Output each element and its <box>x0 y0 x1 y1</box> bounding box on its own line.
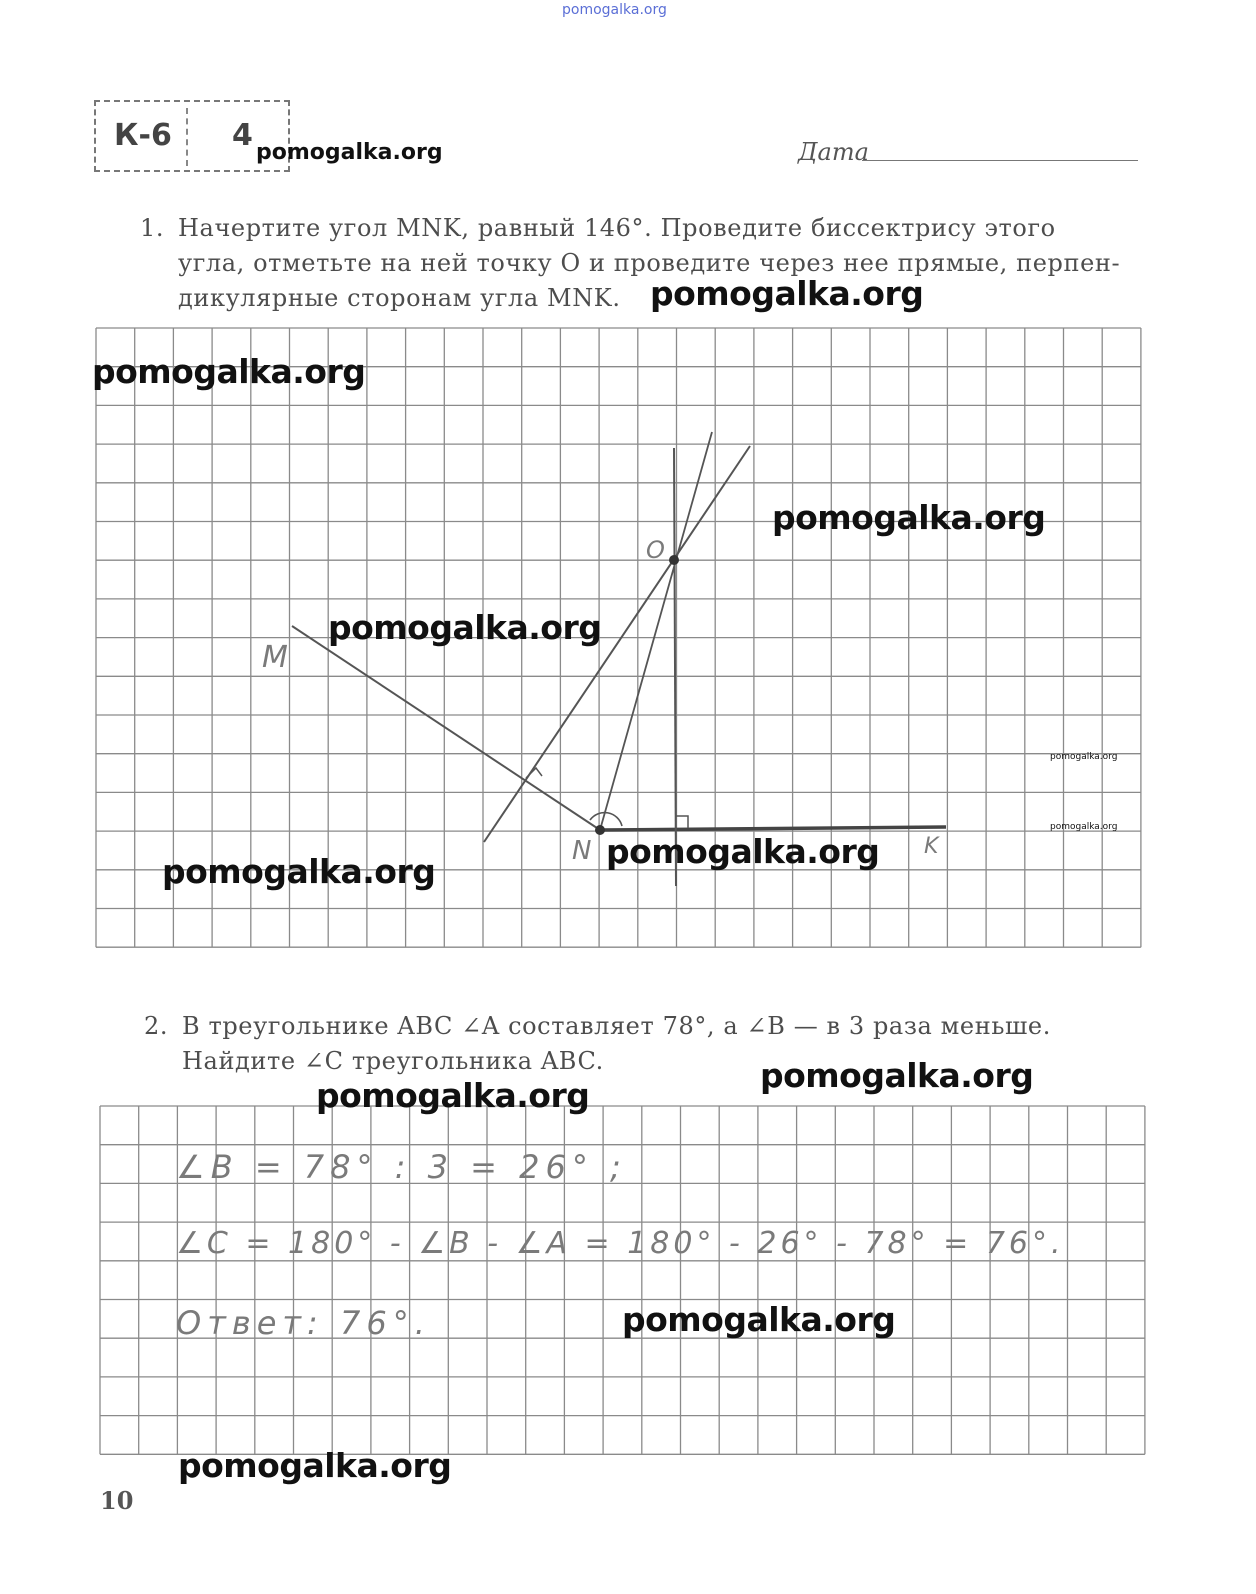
label-N: N <box>572 836 598 866</box>
watermark[interactable]: pomogalka.org <box>256 140 443 165</box>
top-watermark[interactable]: pomogalka.org <box>562 2 667 18</box>
solution-answer: Ответ: 76°. <box>176 1304 431 1342</box>
task1-line1: Начертите угол MNK, равный 146°. Проведите биссектрису этого <box>178 214 1056 242</box>
task2-line2: Найдите ∠C треугольника ABC. <box>182 1047 604 1075</box>
task2-number: 2. <box>144 1012 169 1040</box>
solution-line1: ∠B = 78° : 3 = 26° ; <box>176 1148 627 1186</box>
watermark[interactable]: pomogalka.org <box>760 1056 1034 1095</box>
right-angle-mark-1 <box>526 768 542 778</box>
task1-line2: угла, отметьте на ней точку O и проведите через нее прямые, перпен- <box>178 249 1121 277</box>
page-number: 10 <box>100 1486 134 1515</box>
ray-NM <box>292 626 600 830</box>
watermark[interactable]: pomogalka.org <box>650 274 924 313</box>
watermark[interactable]: pomogalka.org <box>328 608 602 647</box>
watermark[interactable]: pomogalka.org <box>606 832 880 871</box>
point-N <box>595 825 605 835</box>
angle-arc <box>590 813 622 826</box>
badge-variant-number: 4 <box>232 118 253 153</box>
watermark[interactable]: pomogalka.org <box>162 852 436 891</box>
watermark[interactable]: pomogalka.org <box>622 1300 896 1339</box>
watermark[interactable]: pomogalka.org <box>178 1446 452 1485</box>
solution-line2: ∠C = 180° - ∠B - ∠A = 180° - 26° - 78° = 76°. <box>176 1226 1065 1261</box>
task1-line3: дикулярные сторонам угла MNK. <box>178 284 621 312</box>
ray-NK <box>600 827 946 830</box>
right-angle-mark-2 <box>676 816 688 828</box>
label-M: M <box>262 640 294 675</box>
task1-number: 1. <box>140 214 165 242</box>
watermark[interactable]: pomogalka.org <box>772 498 1046 537</box>
badge-code: К-6 <box>114 118 172 153</box>
watermark[interactable]: pomogalka.org <box>1050 822 1118 832</box>
perpendicular-to-NK <box>674 448 676 886</box>
watermark[interactable]: pomogalka.org <box>92 352 366 391</box>
watermark[interactable]: pomogalka.org <box>1050 752 1118 762</box>
label-O: O <box>646 536 671 564</box>
bisector <box>600 432 712 830</box>
watermark[interactable]: pomogalka.org <box>316 1076 590 1115</box>
label-K: K <box>924 834 945 859</box>
task2-line1: В треугольнике ABC ∠A составляет 78°, а ∠B — в 3 раза меньше. <box>182 1012 1051 1040</box>
date-label: Дата <box>798 138 869 166</box>
